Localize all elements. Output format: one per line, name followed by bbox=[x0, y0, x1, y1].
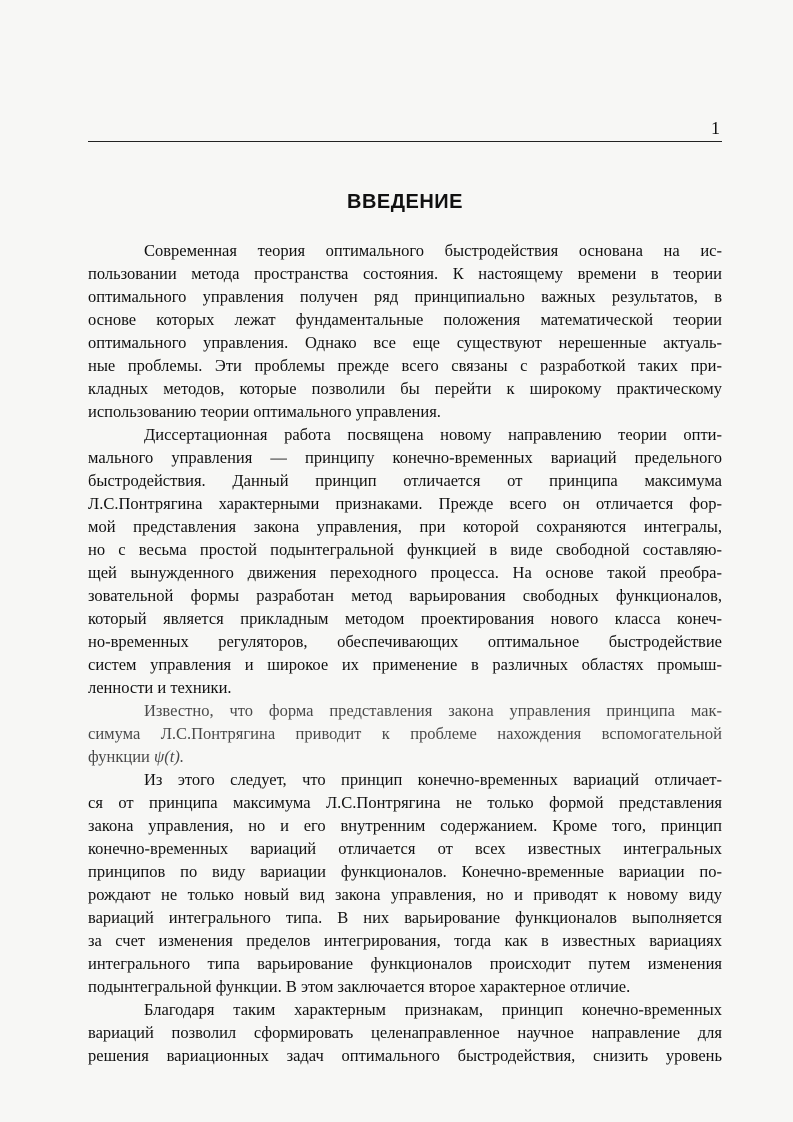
text-line: но с весьма простой подынтегральной функцией в виде свободной составляю- bbox=[88, 540, 722, 559]
text-line: щей вынужденного движения переходного процесса. На основе такой преобра- bbox=[88, 563, 722, 582]
text-line: интегрального типа варьирование функционалов происходит путем изменения bbox=[88, 954, 722, 973]
text-line: рождают не только новый вид закона управления, но и приводят к новому виду bbox=[88, 885, 722, 904]
text-line: основе которых лежат фундаментальные положения математической теории bbox=[88, 310, 722, 329]
text-line: оптимального управления. Однако все еще существуют нерешенные актуаль- bbox=[88, 333, 722, 352]
text-line: зовательной формы разработан метод варьирования свободных функционалов, bbox=[88, 586, 722, 605]
paragraph-4 bbox=[88, 768, 722, 998]
page-number: 1 bbox=[711, 118, 720, 138]
text-line: конечно-временных вариаций отличается от всех известных интегральных bbox=[88, 839, 722, 858]
text-fragment: функции bbox=[88, 747, 150, 766]
text-line: систем управления и широкое их применение в различных областях промыш- bbox=[88, 655, 722, 674]
text-line bbox=[88, 745, 722, 768]
text-line: закона управления, но и его внутренним содержанием. Кроме того, принцип bbox=[88, 816, 722, 835]
header-rule bbox=[88, 141, 722, 142]
text-line: который является прикладным методом проектирования нового класса конеч- bbox=[88, 609, 722, 628]
text-line: решения вариационных задач оптимального быстродействия, снизить уровень bbox=[88, 1046, 722, 1065]
text-line: Диссертационная работа посвящена новому направлению теории опти- bbox=[144, 425, 722, 444]
text-line: мального управления — принципу конечно-временных вариаций предельного bbox=[88, 448, 722, 467]
text-line: быстродействия. Данный принцип отличается от принципа максимума bbox=[88, 471, 722, 490]
text-line: кладных методов, которые позволили бы перейти к широкому практическому bbox=[88, 379, 722, 398]
text-line: ленности и техники. bbox=[88, 678, 232, 697]
paragraph-3 bbox=[88, 699, 722, 768]
text-line: за счет изменения пределов интегрирования, тогда как в известных вариациях bbox=[88, 931, 722, 950]
text-line: симума Л.С.Понтрягина приводит к проблеме нахождения вспомогательной bbox=[88, 724, 722, 743]
text-line: мой представления закона управления, при которой сохраняются интегралы, bbox=[88, 517, 722, 536]
text-line: пользовании метода пространства состояния. К настоящему времени в теории bbox=[88, 264, 722, 283]
text-line: вариаций позволил сформировать целенаправленное научное направление для bbox=[88, 1023, 722, 1042]
psi-formula: ψ(t). bbox=[154, 747, 184, 766]
text-line: вариаций интегрального типа. В них варьирование функционалов выполняется bbox=[88, 908, 722, 927]
paragraph-5 bbox=[88, 998, 722, 1067]
paragraph-2 bbox=[88, 423, 722, 699]
text-line: оптимального управления получен ряд принципиально важных результатов, в bbox=[88, 287, 722, 306]
paragraph-1 bbox=[88, 239, 722, 423]
text-line: принципов по виду вариации функционалов. Конечно-временные вариации по- bbox=[88, 862, 722, 881]
text-line: ные проблемы. Эти проблемы прежде всего связаны с разработкой таких при- bbox=[88, 356, 722, 375]
text-line: Из этого следует, что принцип конечно-временных вариаций отличает- bbox=[144, 770, 722, 789]
text-line: Современная теория оптимального быстродействия основана на ис- bbox=[144, 241, 722, 260]
text-line: использованию теории оптимального управления. bbox=[88, 402, 441, 421]
text-line: ся от принципа максимума Л.С.Понтрягина не только формой представления bbox=[88, 793, 722, 812]
text-line: подынтегральной функции. В этом заключается второе характерное отличие. bbox=[88, 977, 631, 996]
text-line: Благодаря таким характерным признакам, принцип конечно-временных bbox=[144, 1000, 722, 1019]
text-line: но-временных регуляторов, обеспечивающих оптимальное быстродействие bbox=[88, 632, 722, 651]
text-line: Известно, что форма представления закона управления принципа мак- bbox=[144, 701, 722, 720]
chapter-title: ВВЕДЕНИЕ bbox=[347, 191, 463, 213]
text-line: Л.С.Понтрягина характерными признаками. Прежде всего он отличается фор- bbox=[88, 494, 722, 513]
body-text bbox=[88, 239, 722, 1067]
